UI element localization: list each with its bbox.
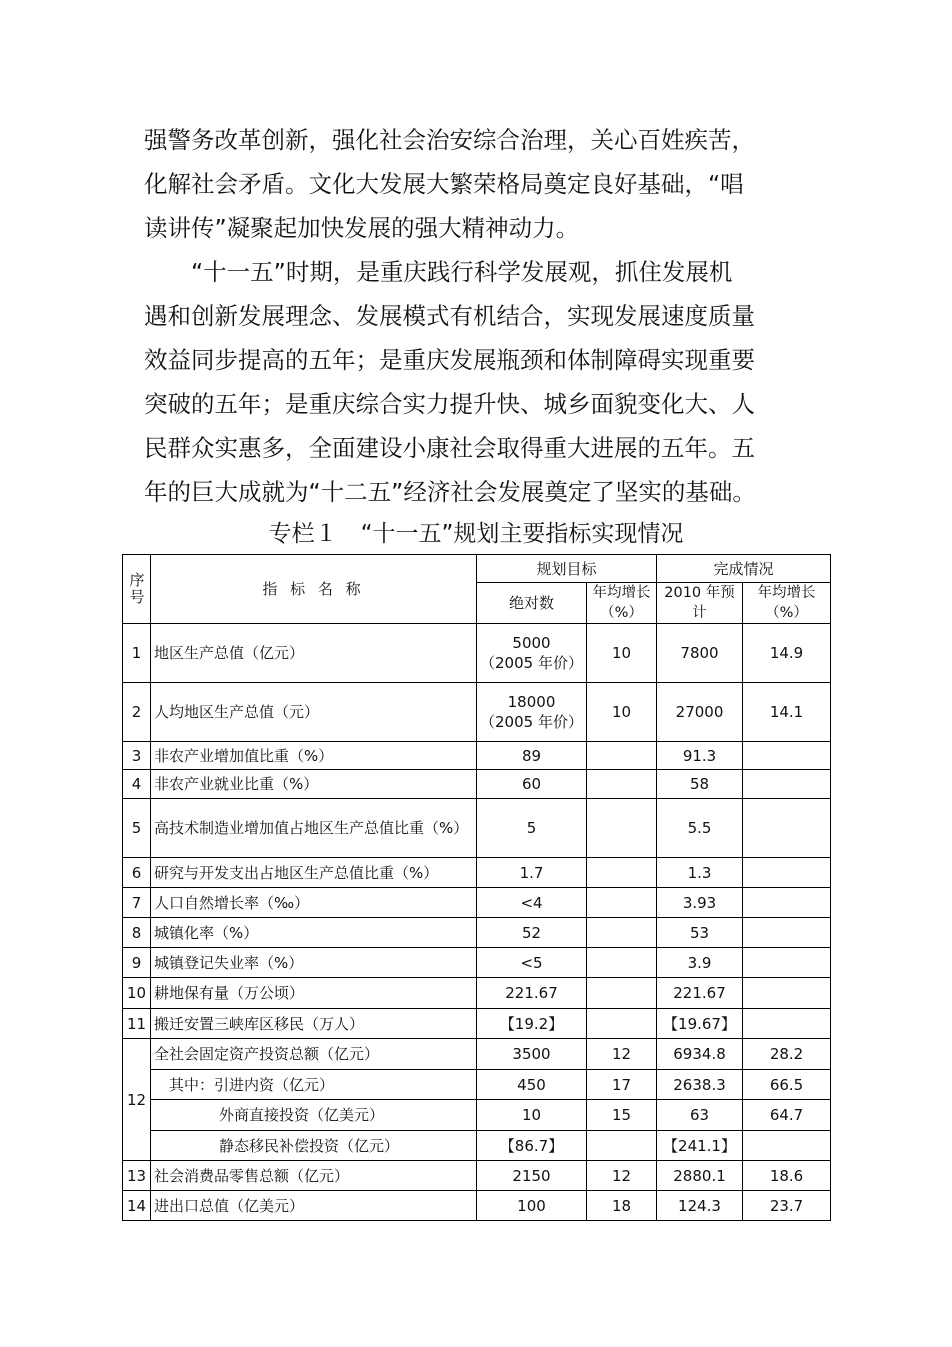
- row-done-growth: 14.9: [743, 624, 831, 683]
- row-plan-abs: 3500: [477, 1039, 587, 1070]
- table-row: [123, 683, 831, 742]
- row-plan-abs: 52: [477, 918, 587, 948]
- row-done-growth: [743, 799, 831, 858]
- row-plan-growth: [587, 888, 657, 918]
- row-plan-abs: [477, 624, 587, 683]
- row-seq: 3: [123, 742, 151, 770]
- row-plan-abs: 221.67: [477, 978, 587, 1009]
- row-seq: 10: [123, 978, 151, 1009]
- row-name: 进出口总值（亿美元）: [151, 1191, 477, 1221]
- row-plan-growth: 18: [587, 1191, 657, 1221]
- row-name: 其中：引进内资（亿元）: [151, 1070, 477, 1100]
- row-done-growth: [743, 770, 831, 799]
- row-seq: 1: [123, 624, 151, 683]
- table-row: [123, 624, 831, 683]
- header-name-label: 指 标 名 称: [262, 580, 365, 598]
- row-plan-growth: 15: [587, 1100, 657, 1131]
- table-caption: 专栏１ “十一五”规划主要指标实现情况: [268, 521, 684, 547]
- row-seq: 12: [123, 1039, 151, 1161]
- table-row: [123, 770, 831, 799]
- row-done-2010: 2880.1: [657, 1161, 743, 1191]
- row-done-growth: [743, 948, 831, 978]
- row-done-2010: 27000: [657, 683, 743, 742]
- row-plan-abs: 450: [477, 1070, 587, 1100]
- row-plan-growth: 12: [587, 1161, 657, 1191]
- row-plan-abs-value: 18000: [507, 693, 556, 711]
- row-done-2010: 【19.67】: [657, 1009, 743, 1039]
- row-name: 社会消费品零售总额（亿元）: [151, 1161, 477, 1191]
- row-name: 城镇化率（%）: [151, 918, 477, 948]
- row-plan-abs: 【86.7】: [477, 1131, 587, 1161]
- row-seq: 4: [123, 770, 151, 799]
- indicator-table: [122, 554, 831, 1221]
- header-plan: 规划目标: [477, 555, 657, 583]
- row-plan-abs: 10: [477, 1100, 587, 1131]
- row-plan-abs: <5: [477, 948, 587, 978]
- header-seq: [123, 555, 151, 624]
- table-row: [123, 1161, 831, 1191]
- row-plan-growth: [587, 770, 657, 799]
- row-done-growth: [743, 1009, 831, 1039]
- table-row: [123, 742, 831, 770]
- row-plan-abs: 60: [477, 770, 587, 799]
- row-name: 高技术制造业增加值占地区生产总值比重（%）: [151, 799, 477, 858]
- paragraph-line: 化解社会矛盾。文化大发展大繁荣格局奠定良好基础，“唱: [144, 170, 744, 198]
- row-plan-abs: [477, 683, 587, 742]
- header-plan-growth: 年均增长（%）: [587, 583, 657, 624]
- row-done-2010: 1.3: [657, 858, 743, 888]
- paragraph-2: [144, 250, 824, 514]
- row-name: 城镇登记失业率（%）: [151, 948, 477, 978]
- row-plan-abs: 5: [477, 799, 587, 858]
- row-done-growth: [743, 888, 831, 918]
- row-name: 静态移民补偿投资（亿元）: [151, 1131, 477, 1161]
- row-plan-abs: 1.7: [477, 858, 587, 888]
- row-plan-abs: <4: [477, 888, 587, 918]
- header-done-growth: 年均增长（%）: [743, 583, 831, 624]
- row-name: 非农产业就业比重（%）: [151, 770, 477, 799]
- row-seq: 9: [123, 948, 151, 978]
- table-row: [123, 948, 831, 978]
- header-plan-abs: 绝对数: [477, 583, 587, 624]
- row-plan-abs-note: （2005 年价）: [480, 654, 583, 672]
- table-row: [123, 888, 831, 918]
- row-name: 搬迁安置三峡库区移民（万人）: [151, 1009, 477, 1039]
- row-done-growth: [743, 918, 831, 948]
- row-done-2010: 58: [657, 770, 743, 799]
- table-row: [123, 858, 831, 888]
- row-done-2010: 124.3: [657, 1191, 743, 1221]
- table-row: [123, 1039, 831, 1070]
- row-plan-abs-value: 5000: [512, 634, 551, 652]
- table-row: [123, 918, 831, 948]
- row-plan-abs: 2150: [477, 1161, 587, 1191]
- row-done-2010: 53: [657, 918, 743, 948]
- row-seq: 8: [123, 918, 151, 948]
- row-plan-growth: 10: [587, 683, 657, 742]
- header-done: 完成情况: [657, 555, 831, 583]
- row-name: 人口自然增长率（‰）: [151, 888, 477, 918]
- row-done-growth: 66.5: [743, 1070, 831, 1100]
- row-done-2010: 3.93: [657, 888, 743, 918]
- paragraph-line: 效益同步提高的五年；是重庆发展瓶颈和体制障碍实现重要: [144, 346, 755, 374]
- table-row: [123, 1100, 831, 1131]
- row-plan-growth: 10: [587, 624, 657, 683]
- paragraph-line: 遇和创新发展理念、发展模式有机结合，实现发展速度质量: [144, 302, 755, 330]
- row-seq: 14: [123, 1191, 151, 1221]
- row-name: 研究与开发支出占地区生产总值比重（%）: [151, 858, 477, 888]
- row-done-growth: [743, 858, 831, 888]
- paragraph-line: 突破的五年；是重庆综合实力提升快、城乡面貌变化大、人: [144, 390, 755, 418]
- row-done-2010: 【241.1】: [657, 1131, 743, 1161]
- row-done-growth: [743, 978, 831, 1009]
- row-plan-abs: 89: [477, 742, 587, 770]
- row-plan-growth: [587, 1009, 657, 1039]
- paragraph-line: 民群众实惠多，全面建设小康社会取得重大进展的五年。五: [144, 434, 755, 462]
- row-done-growth: 28.2: [743, 1039, 831, 1070]
- row-plan-abs-note: （2005 年价）: [480, 713, 583, 731]
- row-plan-growth: [587, 1131, 657, 1161]
- paragraph-line: 年的巨大成就为“十二五”经济社会发展奠定了坚实的基础。: [144, 478, 756, 506]
- paragraph-1: [144, 118, 824, 250]
- row-done-2010: 7800: [657, 624, 743, 683]
- header-done-2010: 2010 年预计: [657, 583, 743, 624]
- table-row: [123, 1009, 831, 1039]
- header-seq-label: 序号: [129, 571, 145, 606]
- row-seq: 6: [123, 858, 151, 888]
- row-seq: 2: [123, 683, 151, 742]
- row-plan-abs: 100: [477, 1191, 587, 1221]
- row-plan-growth: [587, 799, 657, 858]
- header-name: [151, 555, 477, 624]
- row-done-growth: 18.6: [743, 1161, 831, 1191]
- table-row: [123, 1131, 831, 1161]
- row-name: 人均地区生产总值（元）: [151, 683, 477, 742]
- row-done-2010: 63: [657, 1100, 743, 1131]
- row-seq: 5: [123, 799, 151, 858]
- row-done-growth: 23.7: [743, 1191, 831, 1221]
- row-done-2010: 2638.3: [657, 1070, 743, 1100]
- row-plan-growth: 12: [587, 1039, 657, 1070]
- row-done-2010: 91.3: [657, 742, 743, 770]
- row-plan-growth: [587, 948, 657, 978]
- row-name: 全社会固定资产投资总额（亿元）: [151, 1039, 477, 1070]
- paragraph-line: 强警务改革创新，强化社会治安综合治理，关心百姓疾苦，: [144, 126, 755, 154]
- row-plan-growth: [587, 918, 657, 948]
- row-name: 外商直接投资（亿美元）: [151, 1100, 477, 1131]
- row-seq: 11: [123, 1009, 151, 1039]
- row-plan-abs: 【19.2】: [477, 1009, 587, 1039]
- row-name: 地区生产总值（亿元）: [151, 624, 477, 683]
- row-done-2010: 6934.8: [657, 1039, 743, 1070]
- paragraph-line: “十一五”时期，是重庆践行科学发展观，抓住发展机: [144, 258, 733, 286]
- row-seq: 7: [123, 888, 151, 918]
- paragraph-line: 读讲传”凝聚起加快发展的强大精神动力。: [144, 214, 580, 242]
- row-done-2010: 5.5: [657, 799, 743, 858]
- row-done-growth: 64.7: [743, 1100, 831, 1131]
- row-plan-growth: [587, 978, 657, 1009]
- row-seq: 13: [123, 1161, 151, 1191]
- row-name: 耕地保有量（万公顷）: [151, 978, 477, 1009]
- row-done-2010: 3.9: [657, 948, 743, 978]
- row-plan-growth: 17: [587, 1070, 657, 1100]
- row-done-growth: 14.1: [743, 683, 831, 742]
- table-row: [123, 978, 831, 1009]
- row-plan-growth: [587, 858, 657, 888]
- table-row: [123, 1191, 831, 1221]
- row-done-2010: 221.67: [657, 978, 743, 1009]
- row-plan-growth: [587, 742, 657, 770]
- row-done-growth: [743, 742, 831, 770]
- table-row: [123, 799, 831, 858]
- row-name: 非农产业增加值比重（%）: [151, 742, 477, 770]
- table-row: [123, 1070, 831, 1100]
- row-done-growth: [743, 1131, 831, 1161]
